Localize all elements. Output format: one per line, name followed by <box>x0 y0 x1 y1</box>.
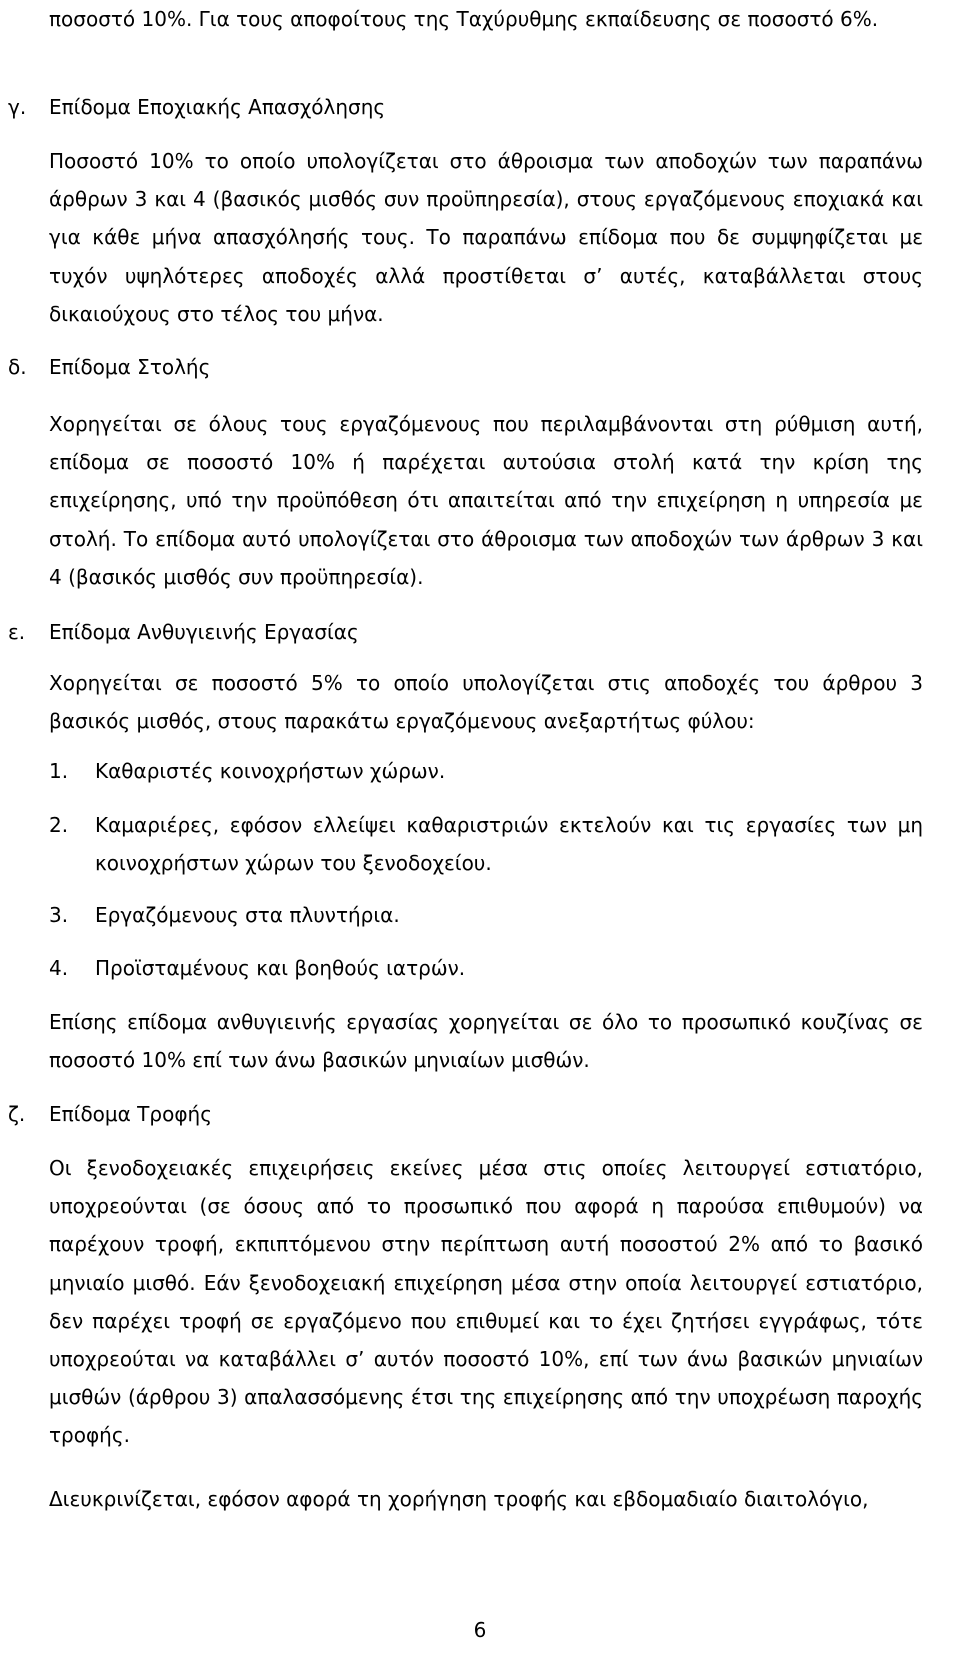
section-gamma-marker: γ. <box>8 95 27 119</box>
list-item-number: 2. <box>49 813 69 837</box>
list-item <box>49 806 923 882</box>
section-zeta-marker: ζ. <box>8 1102 26 1126</box>
section-zeta-heading <box>8 1095 212 1133</box>
list-item <box>49 949 923 987</box>
list-item <box>49 752 923 790</box>
section-delta-heading <box>8 348 210 386</box>
page-number: 6 <box>473 1618 487 1642</box>
section-zeta-title: Επίδομα Τροφής <box>49 1102 212 1126</box>
section-gamma-body: Ποσοστό 10% το οποίο υπολογίζεται στο άθροισμα των αποδοχών των παραπάνω άρθρων 3 και 4 (βασικός μισθός συν προϋπηρεσία), στους εργαζόμενους εποχιακά και για κάθε μήνα απασχόλησής τους. Το παραπάνω επίδομα που δε συμψηφίζεται με τυχόν υψηλότερες αποδοχές αλλά προστίθεται σ’ αυτές, καταβάλλεται στους δικαιούχους στο τέλος του μήνα. <box>49 149 923 326</box>
section-epsilon-closing: Επίσης επίδομα ανθυγιεινής εργασίας χορηγείται σε όλο το προσωπικό κουζίνας σε ποσοστό 10% επί των άνω βασικών μηνιαίων μισθών. <box>49 1010 923 1073</box>
section-epsilon-title: Επίδομα Ανθυγιεινής Εργασίας <box>49 620 359 644</box>
list-item <box>49 896 923 934</box>
section-delta-body: Χορηγείται σε όλους τους εργαζόμενους που περιλαμβάνονται στη ρύθμιση αυτή, επίδομα σε ποσοστό 10% ή παρέχεται αυτούσια στολή κατά την κρίση της επιχείρησης, υπό την προϋπόθεση ότι απαιτείται από την επιχείρηση η υπηρεσία με στολή. Το επίδομα αυτό υπολογίζεται στο άθροισμα των αποδοχών των άρθρων 3 και 4 (βασικός μισθός συν προϋπηρεσία). <box>49 412 923 589</box>
list-item-text: Καθαριστές κοινοχρήστων χώρων. <box>95 759 446 783</box>
section-epsilon-heading <box>8 613 359 651</box>
section-zeta-continuation: Διευκρινίζεται, εφόσον αφορά τη χορήγηση τροφής και εβδομαδιαίο διαιτολόγιο, <box>49 1487 869 1511</box>
intro-paragraph: ποσοστό 10%. Για τους αποφοίτους της Ταχύρυθμης εκπαίδευσης σε ποσοστό 6%. <box>49 7 879 31</box>
list-item-number: 1. <box>49 759 69 783</box>
section-epsilon-marker: ε. <box>8 620 26 644</box>
section-gamma-title: Επίδομα Εποχιακής Απασχόλησης <box>49 95 386 119</box>
list-item-text: Εργαζόμενους στα πλυντήρια. <box>95 903 400 927</box>
list-item-number: 3. <box>49 903 69 927</box>
section-epsilon-body: Χορηγείται σε ποσοστό 5% το οποίο υπολογίζεται στις αποδοχές του άρθρου 3 βασικός μισθός, στους παρακάτω εργαζόμενους ανεξαρτήτως φύλου: <box>49 671 923 734</box>
list-item-text: Προϊσταμένους και βοηθούς ιατρών. <box>95 956 466 980</box>
section-zeta-body: Οι ξενοδοχειακές επιχειρήσεις εκείνες μέσα στις οποίες λειτουργεί εστιατόριο, υποχρεούνται (σε όσους από το προσωπικό που αφορά η παρούσα επιθυμούν) να παρέχουν τροφή, εκπιπτόμενου στην περίπτωση αυτή ποσοστού 2% από το βασικό μηνιαίο μισθό. Εάν ξενοδοχειακή επιχείρηση μέσα στην οποία λειτουργεί εστιατόριο, δεν παρέχει τροφή σε εργαζόμενο που επιθυμεί και το έχει ζητήσει εγγράφως, τότε υποχρεούται να καταβάλλει σ’ αυτόν ποσοστό 10%, επί των άνω βασικών μηνιαίων μισθών (άρθρου 3) απαλασσόμενης έτσι της επιχείρησης από την υποχρέωση παροχής τροφής. <box>49 1156 923 1448</box>
section-gamma-heading <box>8 88 385 126</box>
list-item-number: 4. <box>49 956 69 980</box>
section-delta-title: Επίδομα Στολής <box>49 355 211 379</box>
section-delta-marker: δ. <box>8 355 27 379</box>
list-item-text: Καμαριέρες, εφόσον ελλείψει καθαριστριών εκτελούν και τις εργασίες των μη κοινοχρήστων χώρων του ξενοδοχείου. <box>95 813 923 876</box>
